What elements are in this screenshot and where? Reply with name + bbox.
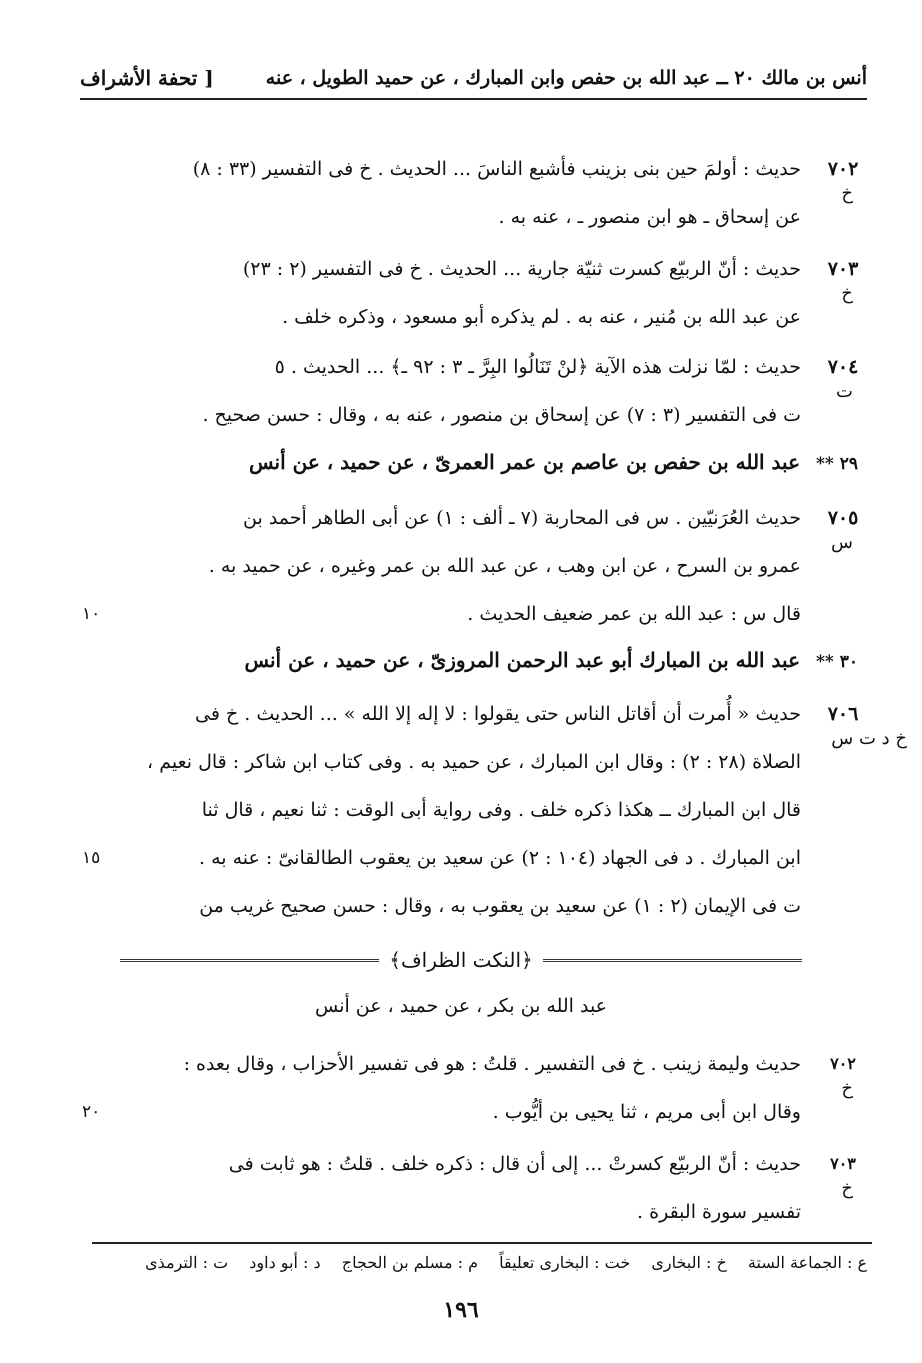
hadith-line: ت فى التفسير (٣ : ٧) عن إسحاق بن منصور ، عنه به ، وقال : حسن صحيح . xyxy=(202,404,801,426)
nukat-line: تفسير سورة البقرة . xyxy=(637,1201,801,1223)
nukat-sigla: خ xyxy=(841,1178,853,1199)
hadith-line: حديث : أنّ الربيّع كسرت ثنيّة جارية ... الحديث . خ فى التفسير (٢ : ٢٣) xyxy=(242,258,801,280)
legend-item: خ : البخارى xyxy=(651,1253,727,1272)
hadith-line: ابن المبارك . د فى الجهاد (١٠٤ : ٢) عن سعيد بن يعقوب الطالقانىّ : عنه به . xyxy=(199,847,801,869)
heading-text: عبد الله بن حفص بن عاصم بن عمر العمرىّ ، عن حميد ، عن أنس xyxy=(249,450,801,474)
hadith-sigla: ت xyxy=(836,381,853,402)
nukat-subheading: عبد الله بن بكر ، عن حميد ، عن أنس xyxy=(314,995,608,1017)
hadith-number: ٧٠٢ xyxy=(827,158,859,180)
legend-item: خت : البخارى تعليقاً xyxy=(499,1253,631,1272)
hadith-line: عن إسحاق ـ هو ابن منصور ـ ، عنه به . xyxy=(498,206,801,228)
hadith-number: ٧٠٤ xyxy=(827,356,859,378)
separator-rule xyxy=(543,959,802,962)
nukat-number: ٧٠٢ xyxy=(830,1054,856,1073)
header-book-title: [ تحفة الأشراف xyxy=(80,66,214,90)
hadith-line: قال س : عبد الله بن عمر ضعيف الحديث . xyxy=(467,603,801,625)
margin-line-number: ٢٠ xyxy=(82,1102,101,1122)
legend-item: د : أبو داود xyxy=(249,1253,321,1272)
legend-item: ت : الترمذى xyxy=(145,1253,229,1272)
hadith-line: الصلاة (٢٨ : ٢) : وقال ابن المبارك ، عن حميد به . وفى كتاب ابن شاكر : قال نعيم ، xyxy=(147,751,801,773)
hadith-line: ت فى الإيمان (٢ : ١) عن سعيد بن يعقوب به ، وقال : حسن صحيح غريب من xyxy=(199,895,801,917)
hadith-line: عمرو بن السرح ، عن ابن وهب ، عن عبد الله بن عمر وغيره ، عن حميد به . xyxy=(208,555,801,577)
hadith-number: ٧٠٣ xyxy=(827,258,859,280)
nukat-number: ٧٠٣ xyxy=(830,1154,856,1173)
narrator-heading xyxy=(100,648,867,672)
hadith-sigla: خ د ت س xyxy=(831,728,907,749)
hadith-line: قال ابن المبارك ــ هكذا ذكره خلف . وفى رواية أبى الوقت : ثنا نعيم ، قال ثنا xyxy=(201,799,801,821)
nukat-sigla: خ xyxy=(841,1078,853,1099)
nukat-line: حديث وليمة زينب . خ فى التفسير . قلتُ : هو فى تفسير الأحزاب ، وقال بعده : xyxy=(183,1053,801,1075)
hadith-line: حديث العُرَنيّين . س فى المحاربة (٧ ـ ألف : ١) عن أبى الطاهر أحمد بن xyxy=(243,507,801,529)
separator-title: ﴿النكت الظراف﴾ xyxy=(389,948,533,972)
footer-rule xyxy=(92,1242,872,1244)
hadith-line: حديث « أُمرت أن أقاتل الناس حتى يقولوا : لا إله إلا الله » ... الحديث . خ فى xyxy=(195,703,801,725)
hadith-number: ٧٠٦ xyxy=(827,703,859,725)
hadith-sigla: س xyxy=(831,532,853,553)
hadith-line: حديث : لمّا نزلت هذه الآية ﴿لنْ تَنَالُوا البِرَّ ـ ٣ : ٩٢ ـ﴾ ... الحديث . ٥ xyxy=(274,356,801,378)
nukat-line: حديث : أنّ الربيّع كسرتْ ... إلى أن قال : ذكره خلف . قلتُ : هو ثابت فى xyxy=(228,1153,801,1175)
margin-line-number: ١٥ xyxy=(82,848,101,868)
hadith-sigla: خ xyxy=(841,183,853,204)
heading-text: عبد الله بن المبارك أبو عبد الرحمن المروزىّ ، عن حميد ، عن أنس xyxy=(244,648,801,672)
page-number: ١٩٦ xyxy=(443,1297,479,1323)
margin-line-number: ١٠ xyxy=(82,604,101,624)
heading-number: ٢٩ ** xyxy=(816,454,858,474)
header-title: أنس بن مالك ٢٠ ــ عبد الله بن حفص وابن المبارك ، عن حميد الطويل ، عنه xyxy=(265,67,867,89)
legend-item: م : مسلم بن الحجاج xyxy=(341,1253,478,1272)
section-separator xyxy=(120,945,802,975)
heading-number: ٣٠ ** xyxy=(816,652,858,672)
separator-rule xyxy=(120,959,379,962)
abbreviation-legend xyxy=(92,1253,867,1272)
narrator-heading xyxy=(100,450,867,474)
running-header xyxy=(80,58,867,100)
nukat-line: وقال ابن أبى مريم ، ثنا يحيى بن أيُّوب . xyxy=(492,1101,801,1123)
hadith-line: حديث : أولمَ حين بنى بزينب فأشبع الناسَ ... الحديث . خ فى التفسير (٣٣ : ٨) xyxy=(192,158,801,180)
hadith-sigla: خ xyxy=(841,283,853,304)
hadith-number: ٧٠٥ xyxy=(827,507,859,529)
legend-item: ع : الجماعة الستة xyxy=(747,1253,867,1272)
hadith-line: عن عبد الله بن مُنير ، عنه به . لم يذكره أبو مسعود ، وذكره خلف . xyxy=(282,306,801,328)
